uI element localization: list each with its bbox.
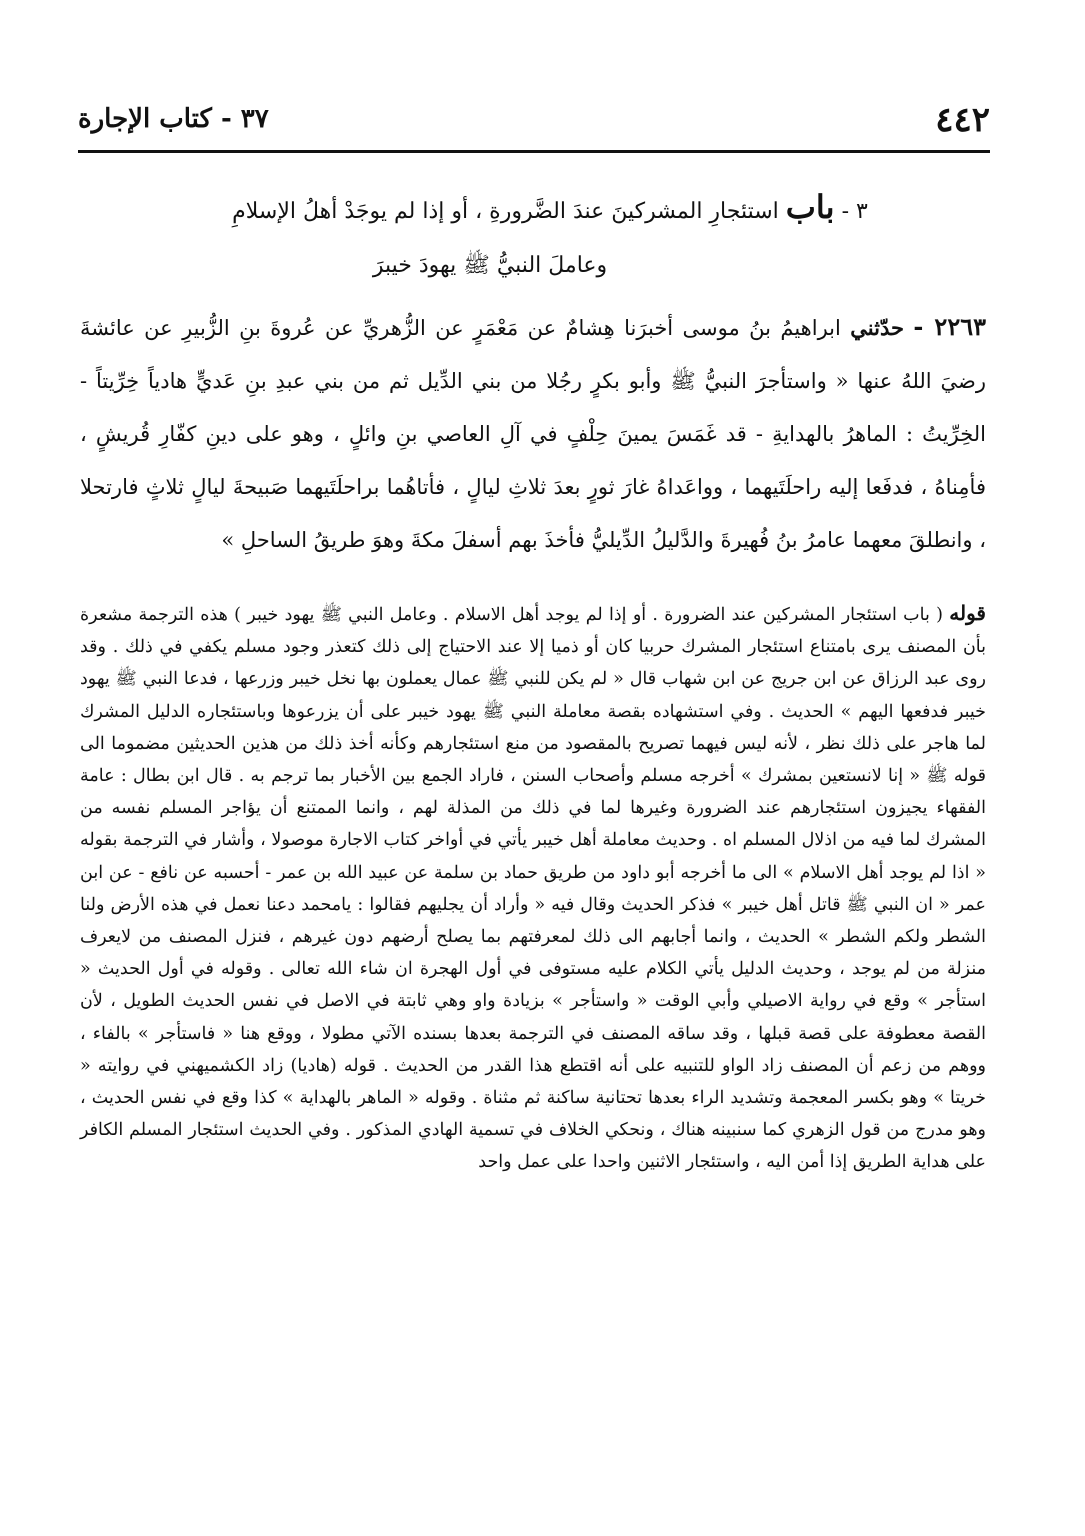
chapter-heading-line1 xyxy=(232,188,868,226)
chapter-heading xyxy=(120,180,980,293)
chapter-title-line1: استئجارِ المشركينَ عندَ الضَّرورةِ ، أو إذا لم يوجَدْ أهلُ الإسلامِ xyxy=(232,199,779,224)
chapter-number: ٣ - xyxy=(841,199,868,224)
hadith-number: ٢٢٦٣ - xyxy=(913,312,986,341)
hadith-body: ابراهيمُ بنُ موسى أخبرَنا هِشامٌ عن مَعْمَرٍ عن الزُّهريِّ عن عُروةَ بنِ الزُّبيرِ عن عائشةَ رضيَ اللهُ عنها « واستأجرَ النبيُّ ﷺ وأبو بكرٍ رجُلا من بني الدِّيل ثم من بني عبدِ بنِ عَديٍّ هادياً خِرِّيتاً - الخِرِّيتُ : الماهرُ بالهدايةِ - قد غَمَسَ يمينَ حِلْفٍ في آلِ العاصي بنِ وائلٍ ، وهو على دينِ كفّارِ قُريشٍ ، فأمِناهُ ، فدفَعا إليه راحلَتَيهما ، وواعَداهُ غارَ ثورٍ بعدَ ثلاثِ ليالٍ ، فأتاهُما براحلَتَيهما صَبيحةَ ليالٍ ثلاثٍ فارتحلا ، وانطلقَ معهما عامرُ بنُ فُهيرةَ والدَّليلُ الدِّيليُّ فأخذَ بهم أسفلَ مكةَ وهوَ طريقُ الساحلِ » xyxy=(80,316,986,552)
book-title: ٣٧ - كتاب الإجارة xyxy=(78,104,269,134)
commentary-opening: قوله xyxy=(949,601,986,625)
hadith-opening: حدّثني xyxy=(850,315,904,340)
page-header xyxy=(78,92,990,152)
commentary-text xyxy=(80,597,986,1179)
hadith-text xyxy=(80,300,986,567)
header-divider xyxy=(78,150,990,153)
commentary-body: ( باب استئجار المشركين عند الضرورة . أو إذا لم يوجد أهل الاسلام . وعامل النبي ﷺ يهود خيبر ) هذه الترجمة مشعرة بأن المصنف يرى بامتناع استئجار المشرك حربيا كان أو ذميا إلا عند الاحتياج إلى ذلك كتعذر وجود مسلم يكفي في ذلك . وقد روى عبد الرزاق عن ابن جريج عن ابن شهاب قال « لم يكن للنبي ﷺ عمال يعملون بها نخل خيبر وزرعها ، فدعا النبي ﷺ يهود خيبر فدفعها اليهم » الحديث . وفي استشهاده بقصة معاملة النبي ﷺ يهود خيبر على أن يزرعوها وباستئجاره الدليل المشرك لما هاجر على ذلك نظر ، لأنه ليس فيهما تصريح بالمقصود من منع استئجارهم وكأنه أخذ ذلك من هذين الحديثين مضموما الى قوله ﷺ « إنا لانستعين بمشرك » أخرجه مسلم وأصحاب السنن ، فاراد الجمع بين الأخبار بما ترجم به . قال ابن بطال : عامة الفقهاء يجيزون استئجارهم عند الضرورة وغيرها لما في ذلك من المذلة لهم ، وانما الممتنع أن يؤاجر المسلم نفسه من المشرك لما فيه من اذلال المسلم اه . وحديث معاملة أهل خيبر يأتي في أواخر كتاب الاجارة موصولا ، وأشار في الترجمة بقوله « اذا لم يوجد أهل الاسلام » الى ما أخرجه أبو داود من طريق حماد بن سلمة عن عبيد الله بن عمر - أحسبه عن نافع - عن ابن عمر « ان النبي ﷺ قاتل أهل خيبر » فذكر الحديث وقال فيه « وأراد أن يجليهم فقالوا : يامحمد دعنا نعمل في هذه الأرض ولنا الشطر ولكم الشطر » الحديث ، وانما أجابهم الى ذلك لمعرفتهم بما يصلح أرضهم دون غيرهم ، فنزل المصنف من لايعرف منزلة من لم يوجد ، وحديث الدليل يأتي الكلام عليه مستوفى في أول الهجرة ان شاء الله تعالى . وقوله في أول الحديث « استأجر » وقع في رواية الاصيلي وأبي الوقت « واستأجر » بزيادة واو وهي ثابتة في الاصل في نفس الحديث الطويل ، لأن القصة معطوفة على قصة قبلها ، وقد ساقه المصنف في الترجمة بعدها بسنده الآتي مطولا ، ووقع هنا « فاستأجر » بالفاء ، ووهم من زعم أن المصنف زاد الواو للتنبيه على أنه اقتطع هذا القدر من الحديث . قوله (هاديا) زاد الكشميهني في روايته « خريتا » وهو بكسر المعجمة وتشديد الراء بعدها تحتانية ساكنة ثم مثناة . وقوله « الماهر بالهداية » كذا وقع في نفس الحديث ، وهو مدرج من قول الزهري كما سنبينه هناك ، ونحكي الخلاف في تسمية الهادي المذكور . وفي الحديث استئجار المسلم الكافر على هداية الطريق إذا أمن اليه ، واستئجار الاثنين واحدا على عمل واحد xyxy=(80,605,986,1173)
page-number: ٤٤٢ xyxy=(935,100,990,140)
chapter-bab-label: باب xyxy=(785,188,835,226)
chapter-title-line2: وعاملَ النبيُّ ﷺ يهودَ خيبرَ xyxy=(372,253,608,278)
